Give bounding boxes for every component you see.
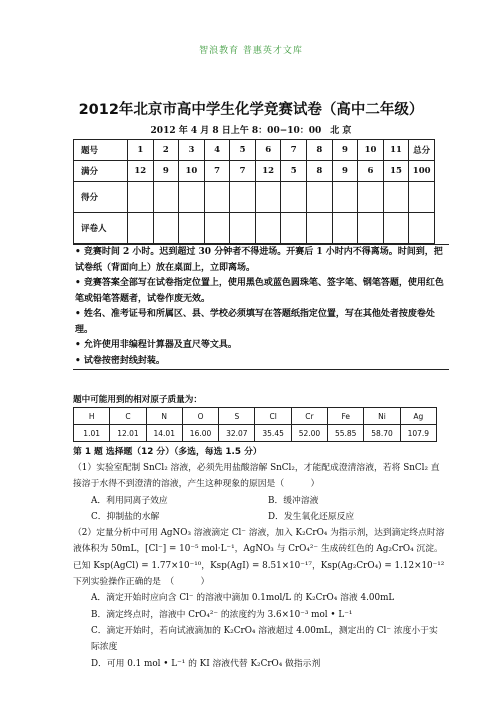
- option-b[interactable]: B．缓冲溶液: [268, 495, 319, 506]
- score-table-row: [74, 213, 435, 244]
- question-number: 8: [307, 140, 333, 161]
- question-number: 9: [332, 140, 358, 161]
- total-header: 总分: [409, 140, 435, 161]
- row-label-full-score: 满分: [74, 161, 128, 182]
- grader-entry-cell[interactable]: [230, 213, 256, 244]
- question-number: 5: [230, 140, 256, 161]
- option-a[interactable]: A．滴定开始时应向含 Cl⁻ 的溶液中滴加 0.1mol/L 的 K₂CrO₄ 溶液 4.00mL: [91, 593, 395, 604]
- full-score-cell: 12: [128, 161, 154, 182]
- grader-entry-cell[interactable]: [383, 213, 409, 244]
- full-score-cell: 7: [204, 161, 230, 182]
- score-table-row: [74, 140, 435, 161]
- full-score-cell: 6: [358, 161, 384, 182]
- row-label-grader: 评卷人: [74, 213, 128, 244]
- element-symbol: Cr: [291, 408, 327, 425]
- option-d[interactable]: D．可用 0.1 mol • L⁻¹ 的 KI 溶液代替 K₂CrO₄ 做指示剂: [91, 658, 321, 669]
- question-1-part-1-stem: （1）实验室配制 SnCl₂ 溶液，必须先用盐酸溶解 SnCl₂，才能配成澄清溶液，若将 SnCl₂ 直接溶于水得不到澄清的溶液，产生这种现象的原因是（ ）: [73, 463, 440, 490]
- question-number: 3: [179, 140, 205, 161]
- element-symbol: N: [146, 408, 182, 425]
- grader-entry-cell[interactable]: [204, 213, 230, 244]
- grader-entry-cell[interactable]: [358, 213, 384, 244]
- full-score-cell: 7: [230, 161, 256, 182]
- score-entry-cell[interactable]: [153, 182, 179, 213]
- grader-entry-cell[interactable]: [409, 213, 435, 244]
- element-symbol: H: [74, 408, 110, 425]
- atomic-mass-value: 12.01: [110, 425, 146, 442]
- full-score-cell: 8: [307, 161, 333, 182]
- score-table: [73, 139, 435, 244]
- question-number: 7: [281, 140, 307, 161]
- score-entry-cell[interactable]: [204, 182, 230, 213]
- full-score-cell: 10: [179, 161, 205, 182]
- score-entry-cell[interactable]: [281, 182, 307, 213]
- option-d[interactable]: D．发生氧化还原反应: [268, 511, 355, 522]
- option-a[interactable]: A．利用同离子效应: [91, 495, 168, 506]
- watermark-header: 智浪教育 普惠英才文库: [199, 46, 303, 56]
- instruction-item: • 试卷按密封线封装。: [75, 355, 165, 366]
- full-score-cell: 15: [383, 161, 409, 182]
- question-number: 6: [255, 140, 281, 161]
- instruction-item: • 允许使用非编程计算器及直尺等文具。: [75, 340, 237, 350]
- question-number: 10: [358, 140, 384, 161]
- option-c[interactable]: C．抑制盐的水解: [91, 511, 160, 522]
- question-1-body: [73, 460, 445, 672]
- atomic-mass-caption: 题中可能用到的相对原子质量为：: [73, 395, 202, 405]
- grader-entry-cell[interactable]: [281, 213, 307, 244]
- score-entry-cell[interactable]: [255, 182, 281, 213]
- question-number: 4: [204, 140, 230, 161]
- element-symbol: Cl: [255, 408, 291, 425]
- question-number: 1: [128, 140, 154, 161]
- grader-entry-cell[interactable]: [307, 213, 333, 244]
- score-entry-cell[interactable]: [230, 182, 256, 213]
- full-score-cell: 5: [281, 161, 307, 182]
- exam-instructions: [73, 244, 449, 370]
- element-symbol: Ni: [364, 408, 400, 425]
- score-entry-cell[interactable]: [383, 182, 409, 213]
- score-entry-cell[interactable]: [307, 182, 333, 213]
- score-entry-cell[interactable]: [358, 182, 384, 213]
- atomic-mass-value: 16.00: [182, 425, 218, 442]
- option-row: [73, 509, 445, 525]
- instruction-item: • 竞赛时间 2 小时。迟到超过 30 分钟者不得进场。开赛后 1 小时内不得离场。时间到，把试卷纸（背面向上）放在桌面上，立即离场。: [75, 247, 443, 273]
- atomic-mass-value: 107.9: [400, 425, 436, 442]
- score-entry-cell[interactable]: [179, 182, 205, 213]
- full-score-cell: 12: [255, 161, 281, 182]
- full-score-cell: 9: [332, 161, 358, 182]
- element-symbol: S: [219, 408, 255, 425]
- score-table-row: [74, 161, 435, 182]
- page-title: 2012年北京市高中学生化学竞赛试卷（高中二年级）: [78, 102, 424, 118]
- option-c[interactable]: C．滴定开始时，若向试液滴加的 K₂CrO₄ 溶液超过 4.00mL，测定出的 Cl⁻ 浓度小于实际浓度: [91, 625, 438, 653]
- question-number: 2: [153, 140, 179, 161]
- question-1-part-2-stem: （2）定量分析中可用 AgNO₃ 溶液滴定 Cl⁻ 溶液，加入 K₂CrO₄ 为指示剂，达到滴定终点时溶液体积为 50mL，[Cl⁻] = 10⁻⁵ mol·L⁻¹，AgNO₃ 与 CrO₄²⁻ 生成砖红色的 Ag₂CrO₄ 沉淀。已知 Ksp(AgCl) = 1.77×10⁻¹⁰，Ksp(AgI) = 8.51×10⁻¹⁷，Ksp(Ag₂CrO₄) = 1.12×10⁻¹² 下列实验操作正确的是 （ ）: [73, 528, 445, 588]
- instruction-item: • 姓名、准考证号和所属区、县、学校必须填写在答题纸指定位置，写在其他处者按废卷处理。: [75, 309, 435, 335]
- grader-entry-cell[interactable]: [332, 213, 358, 244]
- question-1-heading: 第 1 题 选择题（12 分）（多选，每选 1.5 分）: [73, 447, 262, 457]
- atomic-mass-value: 32.07: [219, 425, 255, 442]
- grader-entry-cell[interactable]: [153, 213, 179, 244]
- instruction-item: • 竞赛答案全部写在试卷指定位置上，使用黑色或蓝色圆珠笔、签字笔、钢笔答题，使用红色笔或铅笔答题者，试卷作废无效。: [75, 278, 444, 304]
- option-b[interactable]: B．滴定终点时，溶液中 CrO₄²⁻ 的浓度约为 3.6×10⁻³ mol • L⁻¹: [91, 609, 353, 620]
- atomic-mass-value: 1.01: [74, 425, 110, 442]
- row-label-question: 题号: [74, 140, 128, 161]
- grader-entry-cell[interactable]: [179, 213, 205, 244]
- grader-entry-cell[interactable]: [255, 213, 281, 244]
- atomic-mass-value: 14.01: [146, 425, 182, 442]
- element-row: [74, 408, 437, 425]
- atomic-mass-table: [73, 407, 437, 442]
- score-table-row: [74, 182, 435, 213]
- atomic-mass-value: 52.00: [291, 425, 327, 442]
- mass-row: [74, 425, 437, 442]
- element-symbol: Fe: [328, 408, 364, 425]
- question-number: 11: [383, 140, 409, 161]
- atomic-mass-value: 35.45: [255, 425, 291, 442]
- exam-datetime: 2012 年 4 月 8 日上午 8：00−10：00 北 京: [150, 126, 352, 136]
- element-symbol: O: [182, 408, 218, 425]
- atomic-mass-value: 58.70: [364, 425, 400, 442]
- option-row: [73, 493, 445, 509]
- atomic-mass-value: 55.85: [328, 425, 364, 442]
- element-symbol: C: [110, 408, 146, 425]
- full-score-total: 100: [409, 161, 435, 182]
- score-entry-cell[interactable]: [128, 182, 154, 213]
- score-entry-cell[interactable]: [409, 182, 435, 213]
- score-entry-cell[interactable]: [332, 182, 358, 213]
- full-score-cell: 9: [153, 161, 179, 182]
- grader-entry-cell[interactable]: [128, 213, 154, 244]
- row-label-obtained: 得分: [74, 182, 128, 213]
- element-symbol: Ag: [400, 408, 436, 425]
